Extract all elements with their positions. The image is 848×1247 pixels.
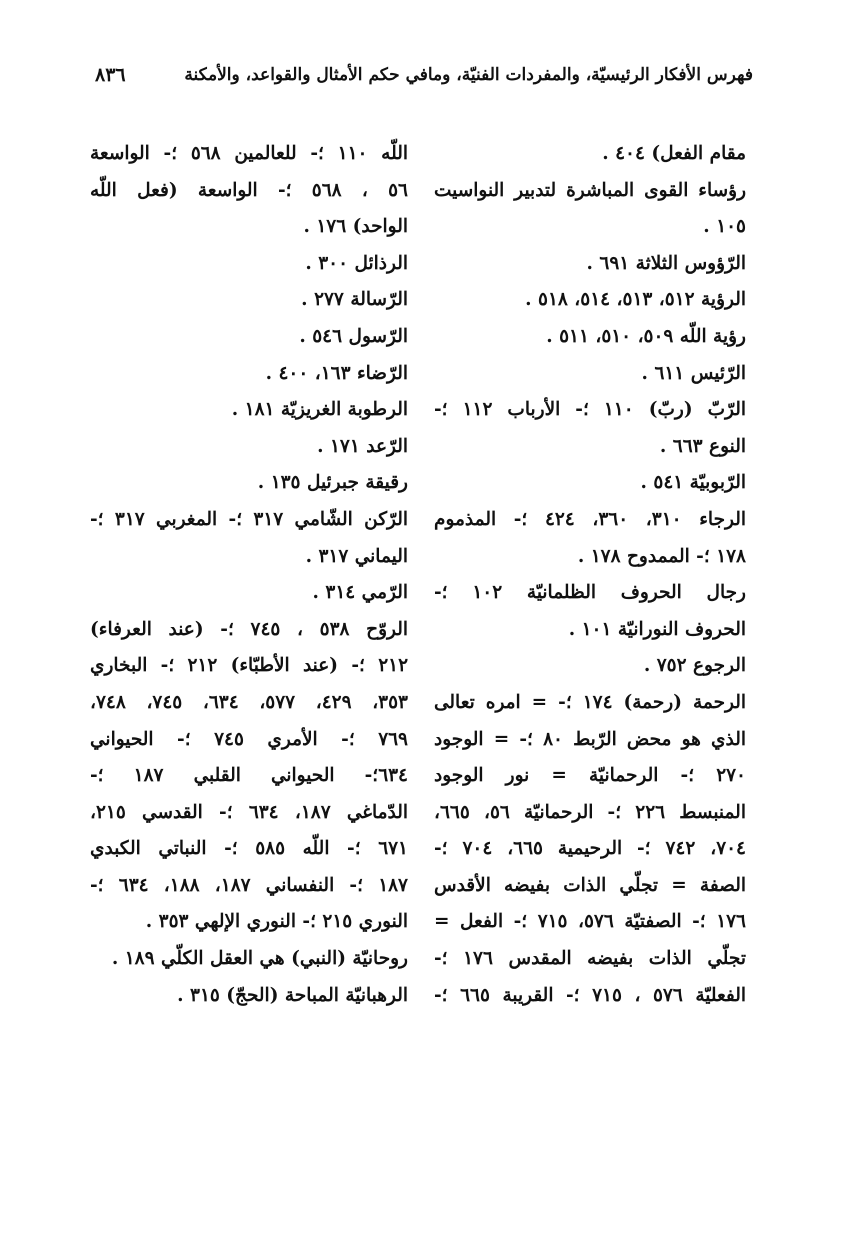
- index-line: النوع ٦٦٣ .: [659, 435, 746, 457]
- index-line: الرّضاء ١٦٣، ٤٠٠ .: [265, 362, 408, 384]
- index-line: الرّسول ٥٤٦ .: [299, 325, 408, 347]
- index-line: الرحمة (رحمة) ١٧٤ ؛- = امره تعالى: [434, 691, 746, 713]
- index-line: الصفة = تجلّي الذات بفيضه الأقدس: [434, 874, 746, 896]
- index-line: رقيقة جبرئيل ١٣٥ .: [257, 472, 408, 494]
- index-line: الفعليّة ٥٧٦ ، ٧١٥ ؛- القريبة ٦٦٥ ؛-: [434, 984, 746, 1006]
- index-line: الرؤية ٥١٢، ٥١٣، ٥١٤، ٥١٨ .: [525, 289, 746, 311]
- index-line: ٦٧١ ؛- اللّه ٥٨٥ ؛- النباتي الكبدي: [90, 838, 408, 860]
- index-line: ٥٦ ، ٥٦٨ ؛- الواسعة (فعل اللّه: [90, 179, 408, 201]
- index-line: مقام الفعل) ٤٠٤ .: [602, 143, 746, 164]
- index-line: النوري ٢١٥ ؛- النوري الإلهي ٣٥٣ .: [145, 911, 408, 933]
- index-line: ٧٦٩ ؛- الأمري ٧٤٥ ؛- الحيواني: [90, 728, 408, 750]
- index-line: الذي هو محض الرّبط ٨٠ ؛- = الوجود: [434, 728, 746, 750]
- index-line: الحروف النورانيّة ١٠١ .: [568, 618, 746, 640]
- index-line: الرطوبة الغريزيّة ١٨١ .: [231, 399, 408, 421]
- index-column-left: [90, 136, 408, 1014]
- index-line: ٧٠٤، ٧٤٢ ؛- الرحيمية ٦٦٥، ٧٠٤ ؛-: [434, 838, 746, 860]
- page-number: ٨٣٦: [95, 64, 126, 86]
- index-line: الرهبانيّة المباحة (الحجّ) ٣١٥ .: [177, 984, 408, 1006]
- index-line: ٢١٢ ؛- (عند الأطبّاء) ٢١٢ ؛- البخاري: [90, 655, 408, 677]
- index-line: الدّماغي ١٨٧، ٦٣٤ ؛- القدسي ٢١٥،: [90, 801, 408, 823]
- index-line: الرجوع ٧٥٢ .: [643, 655, 746, 677]
- index-line: الرّبّ (ربّ) ١١٠ ؛- الأرباب ١١٢ ؛-: [434, 399, 746, 421]
- index-line: الرّئيس ٦١١ .: [641, 362, 746, 384]
- index-line: رؤية اللّه ٥٠٩، ٥١٠، ٥١١ .: [546, 325, 746, 347]
- page-header: [95, 58, 753, 92]
- index-line: الرّؤوس الثلاثة ٦٩١ .: [586, 252, 746, 274]
- index-line: رجال الحروف الظلمانيّة ١٠٢ ؛-: [434, 582, 746, 604]
- index-line: ١٧٨ ؛- الممدوح ١٧٨ .: [577, 545, 746, 567]
- index-line: الرّمي ٣١٤ .: [312, 582, 408, 604]
- index-line: رؤساء القوى المباشرة لتدبير النواسيت: [434, 179, 746, 201]
- index-line: المنبسط ٢٢٦ ؛- الرحمانيّة ٥٦، ٦٦٥،: [434, 801, 746, 823]
- index-line: اللّه ١١٠ ؛- للعالمين ٥٦٨ ؛- الواسعة: [90, 143, 408, 164]
- index-line: تجلّي الذات بفيضه المقدس ١٧٦ ؛-: [434, 948, 746, 970]
- index-line: اليماني ٣١٧ .: [305, 545, 408, 567]
- index-line: الرذائل ٣٠٠ .: [305, 252, 408, 274]
- index-line: الرّكن الشّامي ٣١٧ ؛- المغربي ٣١٧ ؛-: [90, 508, 408, 530]
- index-line: ٣٥٣، ٤٢٩، ٥٧٧، ٦٣٤، ٧٤٥، ٧٤٨،: [90, 691, 408, 713]
- index-column-right: [434, 136, 746, 1014]
- running-title: فهرس الأفكار الرئيسيّة، والمفردات الفنيّة، ومافي حكم الأمثال والقواعد، والأمكنة: [184, 65, 753, 85]
- index-line: الرّسالة ٢٧٧ .: [301, 289, 408, 311]
- index-line: الروّح ٥٣٨ ، ٧٤٥ ؛- (عند العرفاء): [90, 618, 408, 640]
- index-line: ١٠٥ .: [703, 216, 746, 238]
- index-line: روحانيّة (النبي) هي العقل الكلّي ١٨٩ .: [111, 948, 408, 970]
- index-line: ١٧٦ ؛- الصفتيّة ٥٧٦، ٧١٥ ؛- الفعل =: [434, 911, 746, 933]
- index-line: الرجاء ٣١٠، ٣٦٠، ٤٢٤ ؛- المذموم: [434, 508, 746, 530]
- index-line: ١٨٧ ؛- النفساني ١٨٧، ١٨٨، ٦٣٤ ؛-: [90, 874, 408, 896]
- index-line: ٢٧٠ ؛- الرحمانيّة = نور الوجود: [434, 765, 746, 787]
- index-line: الرّبوبيّة ٥٤١ .: [640, 472, 746, 494]
- index-line: الرّعد ١٧١ .: [317, 435, 408, 457]
- index-line: الواحد) ١٧٦ .: [303, 216, 408, 238]
- index-line: ٦٣٤؛- الحيواني القلبي ١٨٧ ؛-: [90, 765, 408, 787]
